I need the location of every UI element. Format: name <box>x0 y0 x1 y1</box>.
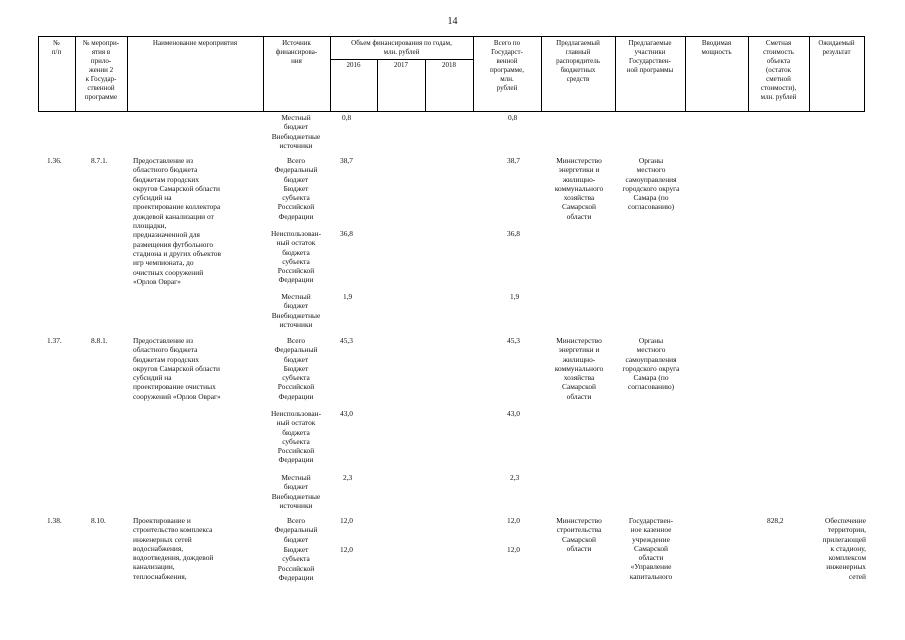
header-year-2017: 2017 <box>394 61 408 69</box>
table-header-bottom-border <box>38 111 864 112</box>
table-top-border <box>38 36 864 37</box>
header-year-2016: 2016 <box>346 61 361 69</box>
row-137-measure: 8.8.1. <box>91 336 108 345</box>
row-136-source-3: Местный бюджет Внебюджетные источники <box>271 292 321 329</box>
row-138-total-1: 12,0 <box>507 516 520 525</box>
grid-vline <box>864 36 865 112</box>
header-result: Ожидаемый результат <box>818 39 855 56</box>
row-138-participants: Государствен- ное казенное учреждение Самарской области «Управление капитального <box>628 516 674 581</box>
row-137-total-1: 45,3 <box>507 336 520 345</box>
row-137-manager: Министерство энергетики и жилищно- коммунального хозяйства Самарской области <box>554 336 604 401</box>
row-136-measure: 8.7.1. <box>91 156 108 165</box>
row-137-participants: Органы местного самоуправления городского округа Самара (по согласованию) <box>622 336 680 392</box>
row-138-manager: Министерство строительства Самарской области <box>556 516 602 553</box>
pre-row-total: 0,8 <box>508 113 518 122</box>
row-138-total-2: 12,0 <box>507 545 520 554</box>
row-138-cost: 828,2 <box>767 516 784 525</box>
header-cost: Сметная стоимость объекта (остаток сметной стоимости), млн. рублей <box>760 39 797 101</box>
row-138-2016-region: 12,0 <box>340 545 353 554</box>
row-136-manager: Министерство энергетики и жилищно- коммунального хозяйства Самарской области <box>554 156 604 221</box>
row-137-2016-local: 2,3 <box>343 473 353 482</box>
row-137-total-2: 43,0 <box>507 409 520 418</box>
row-136-2016-total: 38,7 <box>340 156 353 165</box>
row-138-result: Обеспечение территории, прилегающей к стадиону, комплексом инженерных сетей <box>822 516 866 581</box>
row-137-2016-unused: 43,0 <box>340 409 353 418</box>
row-138-source-2: Бюджет субъекта Российской Федерации <box>277 545 315 582</box>
header-volume: Объем финансирования по годам, млн. рублей <box>351 39 452 56</box>
page-number: 14 <box>447 16 458 27</box>
row-136-name: Предоставление из областного бюджета бюджетам городских округов Самарской области субсидий на проектирование коллектора дождевой канализации от площадки, предназначенной для размещения футбольного стадиона и других объектов игр чемпионата, до очистных сооружений «Орлов Овраг» <box>133 156 221 286</box>
row-138-name: Проектирование и строительство комплекса инженерных сетей водоснабжения, водоотведения, дождевой канализации, теплоснабжения, <box>133 516 214 581</box>
row-137-source-3: Местный бюджет Внебюджетные источники <box>271 473 321 510</box>
row-138-source-1: Всего Федеральный бюджет <box>274 516 318 544</box>
row-136-source-2: Неиспользован- ный остаток бюджета субъекта Российской Федерации <box>270 229 322 285</box>
row-137-name: Предоставление из областного бюджета бюджетам городских округов Самарской области субсидий на проектирование очистных сооружений «Орлов Овраг» <box>133 336 221 401</box>
header-measure-no: № меропри- ятия в прило- жении 2 к Государ- ственной программе <box>82 39 120 101</box>
row-137-total-3: 2,3 <box>510 473 520 482</box>
header-manager: Предлагаемый главный распорядитель бюджетных средств <box>556 39 600 83</box>
row-138-measure: 8.10. <box>91 516 106 525</box>
years-divider-line <box>330 59 473 60</box>
header-num: № п/п <box>51 39 62 56</box>
pre-row-sources: Местный бюджет Внебюджетные источники <box>271 113 321 150</box>
row-136-participants: Органы местного самоуправления городского округа Самара (по согласованию) <box>622 156 680 212</box>
header-participants: Предлагаемые участники Государствен- ной программы <box>626 39 674 74</box>
row-136-total-1: 38,7 <box>507 156 520 165</box>
row-136-num: 1.36. <box>47 156 62 165</box>
row-137-source-1: Всего Федеральный бюджет Бюджет субъекта Российской Федерации <box>274 336 318 401</box>
row-136-source-1: Всего Федеральный бюджет Бюджет субъекта Российской Федерации <box>274 156 318 221</box>
header-source: Источник финансирова- ния <box>275 39 318 65</box>
row-138-num: 1.38. <box>47 516 62 525</box>
row-137-num: 1.37. <box>47 336 62 345</box>
row-136-2016-local: 1,9 <box>343 292 353 301</box>
pre-row-2016: 0,8 <box>342 113 352 122</box>
row-137-2016-total: 45,3 <box>340 336 353 345</box>
row-137-source-2: Неиспользован- ный остаток бюджета субъекта Российской Федерации <box>270 409 322 465</box>
row-136-total-2: 36,8 <box>507 229 520 238</box>
row-136-2016-unused: 36,8 <box>340 229 353 238</box>
row-138-2016-total: 12,0 <box>340 516 353 525</box>
header-total: Всего по Государст- венной программе, млн. рублей <box>490 39 524 92</box>
row-136-total-3: 1,9 <box>510 292 520 301</box>
header-capacity: Вводимая мощность <box>701 39 732 56</box>
header-name: Наименование мероприятия <box>152 39 238 47</box>
header-year-2018: 2018 <box>442 61 456 69</box>
